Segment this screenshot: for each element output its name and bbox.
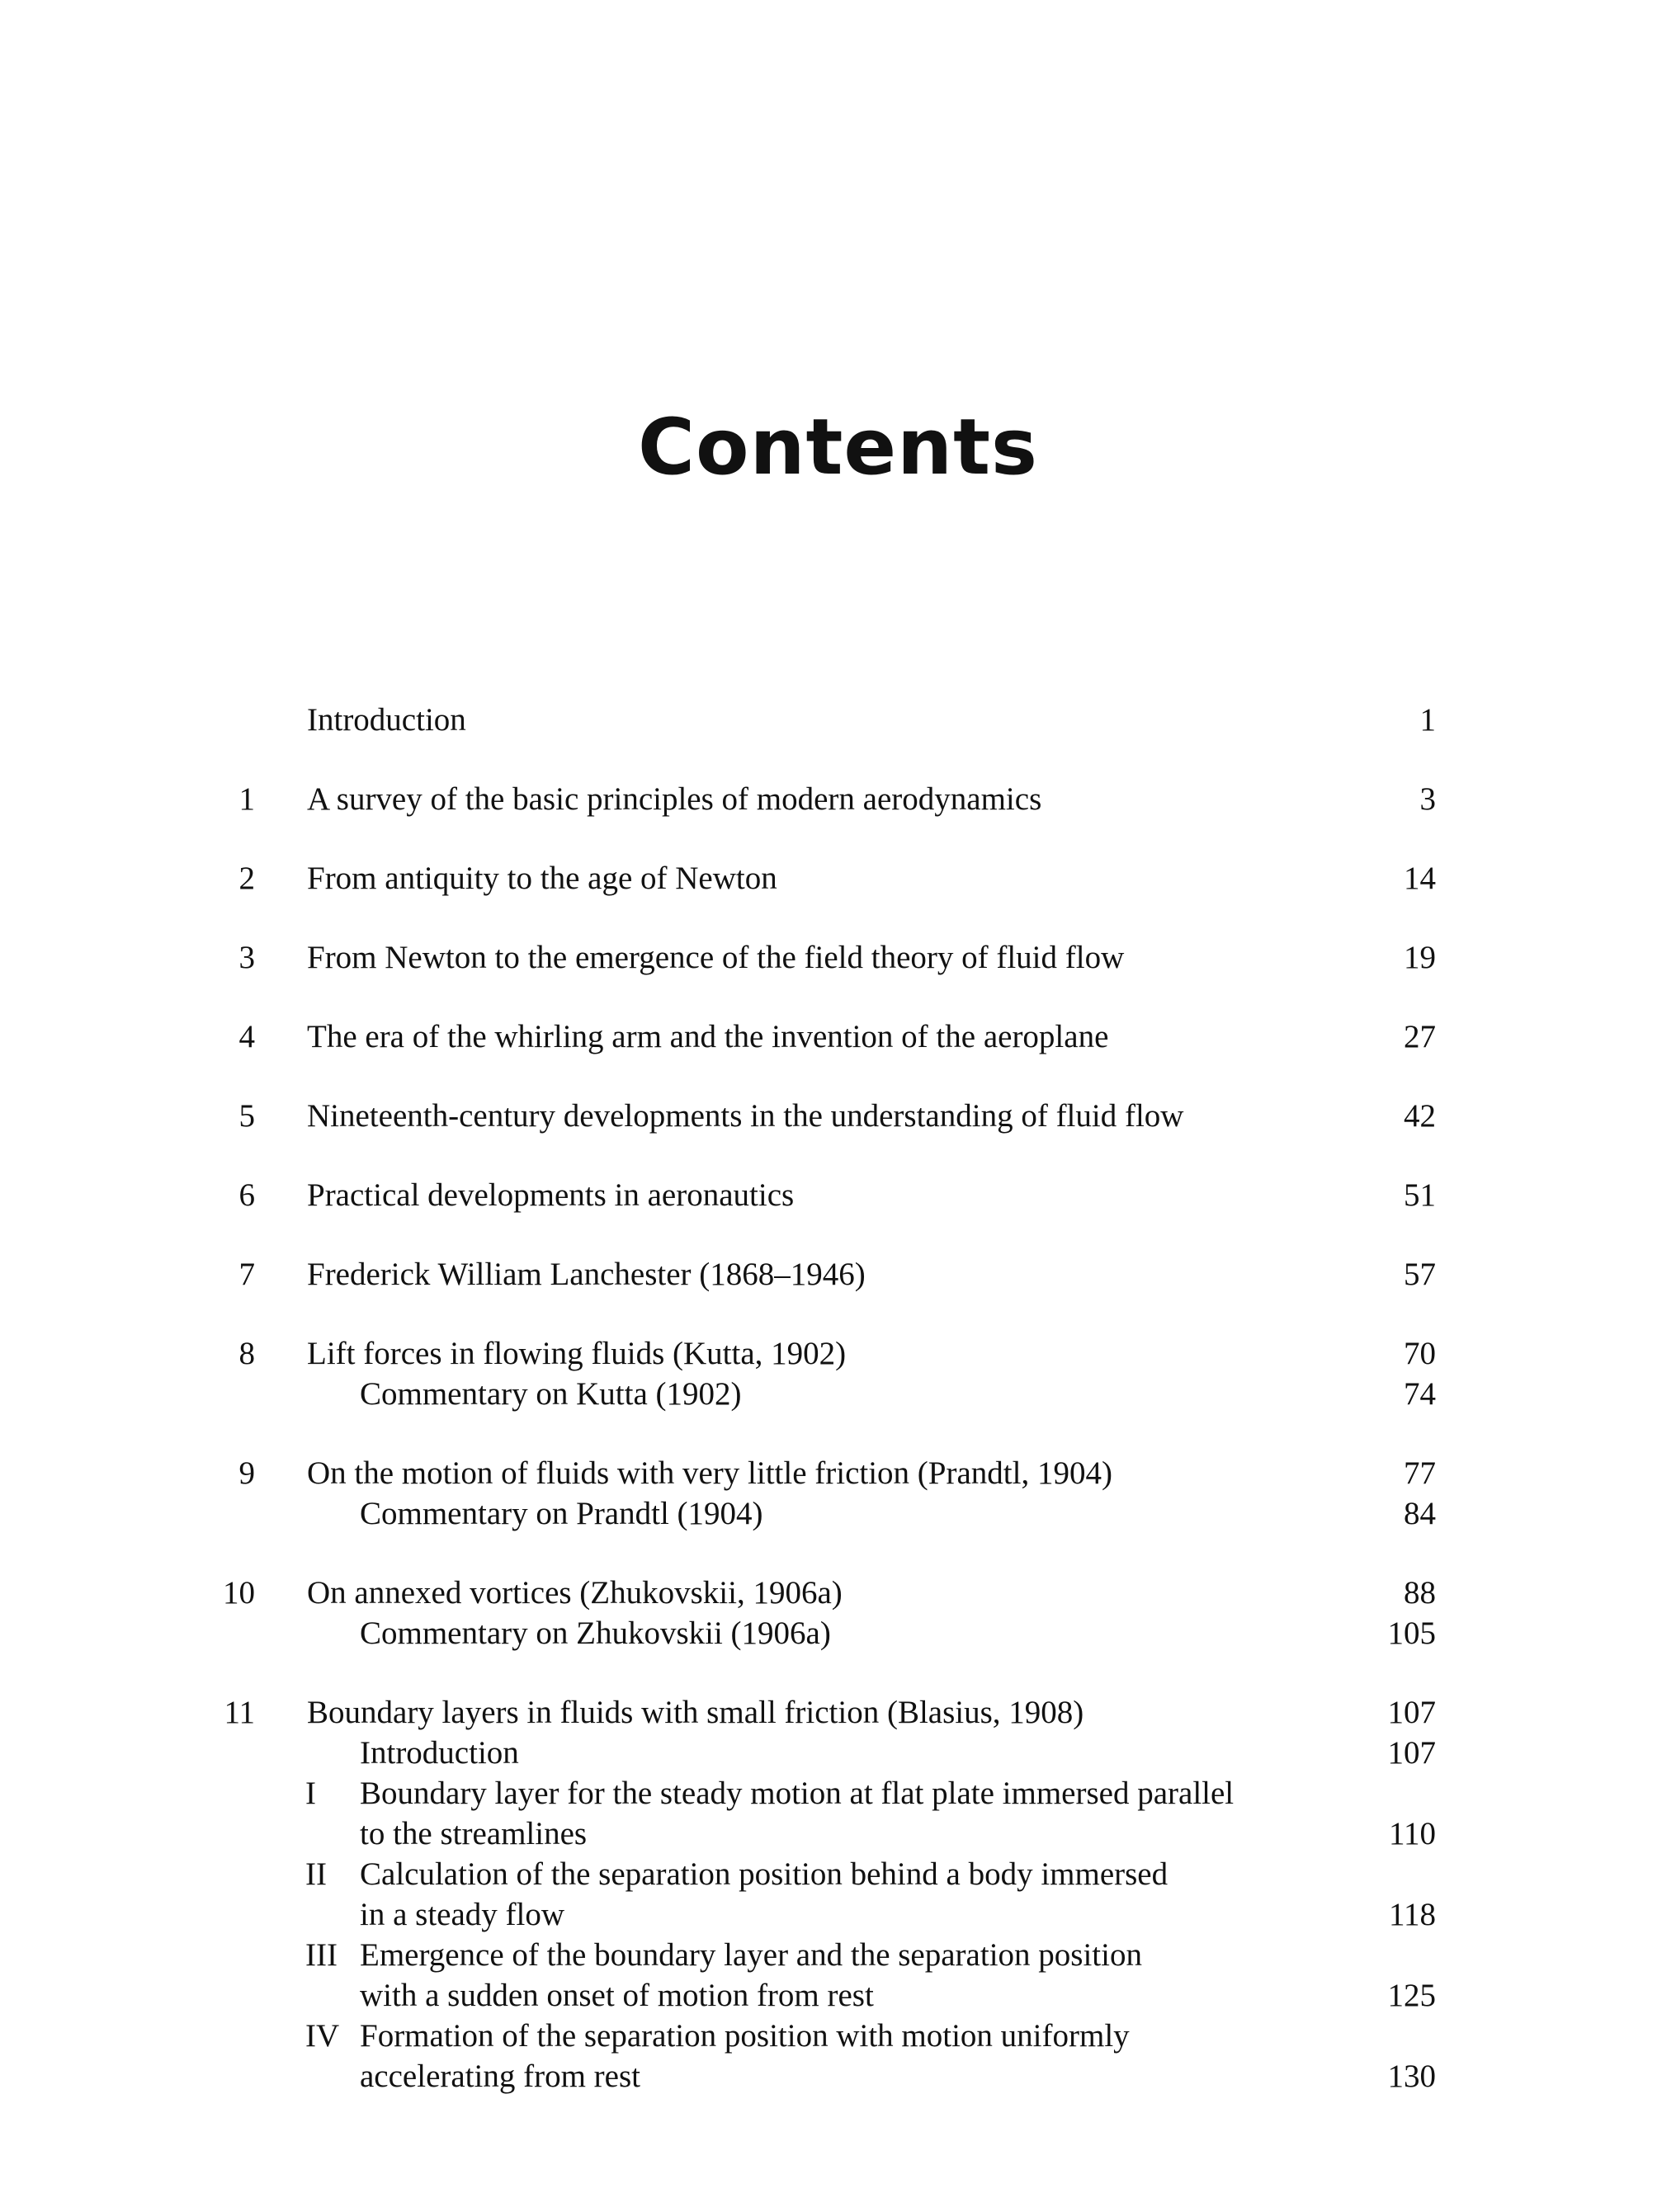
section-title: Boundary layer for the steady motion at flat plate immersed parallel xyxy=(360,1776,1235,1811)
chapter-title: On the motion of fluids with very little friction (Prandtl, 1904) xyxy=(307,1455,1112,1491)
page-number: 74 xyxy=(1404,1376,1436,1412)
section-title: Emergence of the boundary layer and the separation position xyxy=(360,1937,1142,1973)
chapter-number: 11 xyxy=(224,1695,255,1730)
chapter-title: Frederick William Lanchester (1868–1946) xyxy=(307,1257,866,1292)
page-title: Contents xyxy=(638,403,1038,493)
page-number: 84 xyxy=(1404,1496,1436,1531)
page-number: 19 xyxy=(1404,940,1436,975)
page-number: 27 xyxy=(1404,1019,1436,1054)
page-number: 42 xyxy=(1404,1098,1436,1134)
chapter-title: On annexed vortices (Zhukovskii, 1906a) xyxy=(307,1575,843,1611)
section-title: accelerating from rest xyxy=(360,2059,640,2094)
page-number: 14 xyxy=(1404,861,1436,896)
chapter-number: 7 xyxy=(238,1257,255,1292)
page-number: 77 xyxy=(1404,1455,1436,1491)
chapter-title: Introduction xyxy=(307,702,466,738)
chapter-number: 9 xyxy=(238,1455,255,1491)
section-numeral: III xyxy=(305,1937,338,1973)
page-number: 88 xyxy=(1404,1575,1436,1611)
section-title: to the streamlines xyxy=(360,1816,588,1851)
page-number: 51 xyxy=(1404,1177,1436,1213)
page-number: 130 xyxy=(1387,2059,1436,2094)
chapter-number: 10 xyxy=(223,1575,255,1611)
section-title: Introduction xyxy=(360,1735,519,1771)
section-numeral: I xyxy=(305,1776,316,1811)
section-numeral: IV xyxy=(305,2018,340,2054)
page-number: 57 xyxy=(1404,1257,1436,1292)
chapter-title: From Newton to the emergence of the field theory of fluid flow xyxy=(307,940,1125,975)
page-number: 1 xyxy=(1419,702,1436,738)
chapter-title: The era of the whirling arm and the invention of the aeroplane xyxy=(307,1019,1109,1054)
page-number: 110 xyxy=(1388,1816,1436,1851)
chapter-number: 6 xyxy=(238,1177,255,1213)
section-title: with a sudden onset of motion from rest xyxy=(360,1978,874,2013)
page-number: 3 xyxy=(1419,781,1436,817)
page-number: 70 xyxy=(1404,1336,1436,1371)
chapter-number: 3 xyxy=(238,940,255,975)
page-number: 118 xyxy=(1388,1897,1436,1932)
page-number: 107 xyxy=(1387,1695,1436,1730)
page-number: 125 xyxy=(1387,1978,1436,2013)
section-title: Commentary on Prandtl (1904) xyxy=(360,1496,763,1531)
chapter-title: Nineteenth-century developments in the understanding of fluid flow xyxy=(307,1098,1184,1134)
chapter-title: A survey of the basic principles of modern aerodynamics xyxy=(307,781,1042,817)
chapter-number: 8 xyxy=(238,1336,255,1371)
chapter-number: 4 xyxy=(238,1019,255,1054)
chapter-title: Boundary layers in fluids with small friction (Blasius, 1908) xyxy=(307,1695,1084,1730)
section-numeral: II xyxy=(305,1856,327,1892)
section-title: in a steady flow xyxy=(360,1897,565,1932)
chapter-number: 1 xyxy=(238,781,255,817)
section-title: Calculation of the separation position behind a body immersed xyxy=(360,1856,1168,1892)
chapter-title: Practical developments in aeronautics xyxy=(307,1177,795,1213)
section-title: Commentary on Kutta (1902) xyxy=(360,1376,742,1412)
page-number: 107 xyxy=(1387,1735,1436,1771)
chapter-number: 5 xyxy=(238,1098,255,1134)
section-title: Commentary on Zhukovskii (1906a) xyxy=(360,1615,831,1651)
chapter-number: 2 xyxy=(238,861,255,896)
chapter-title: Lift forces in flowing fluids (Kutta, 1902) xyxy=(307,1336,847,1371)
chapter-title: From antiquity to the age of Newton xyxy=(307,861,777,896)
page-number: 105 xyxy=(1387,1615,1436,1651)
section-title: Formation of the separation position with motion uniformly xyxy=(360,2018,1130,2054)
